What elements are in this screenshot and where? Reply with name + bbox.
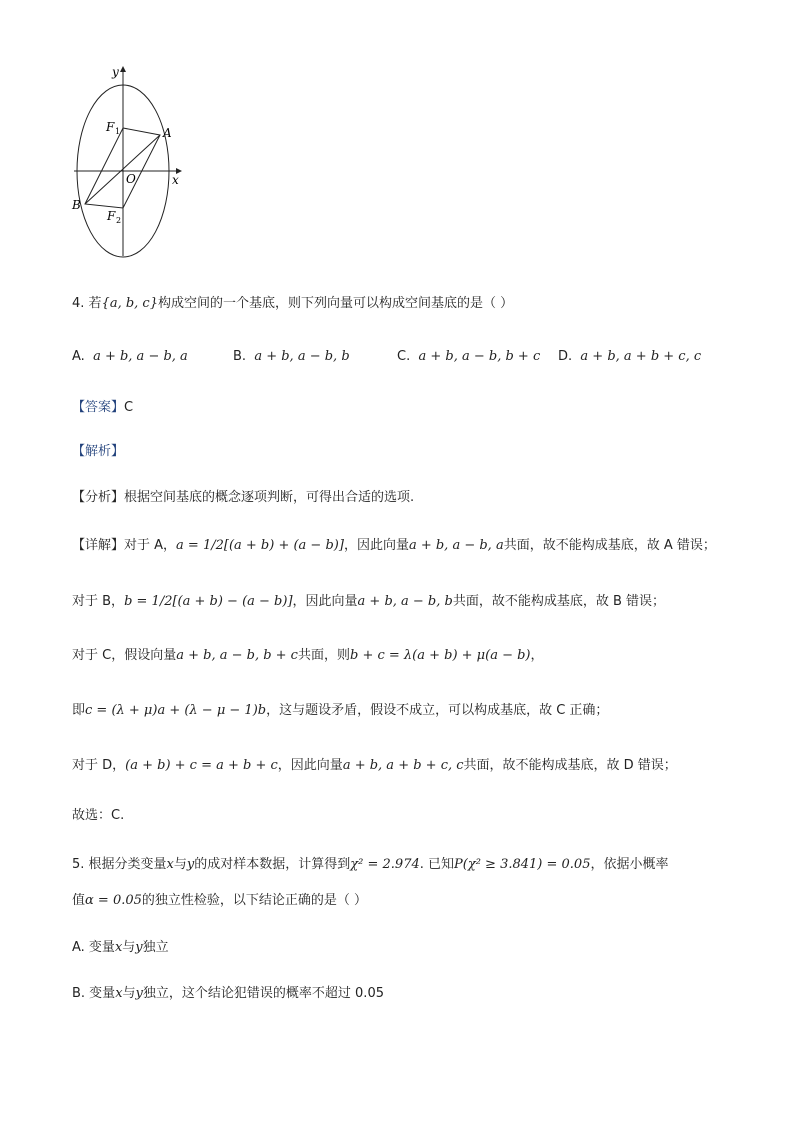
q4-detail-c: 对于 C，假设向量a + b, a − b, b + c共面，则b + c = λ(a + b) + μ(a − b)， — [72, 648, 544, 663]
q4-detail-c2: 即c = (λ + μ)a + (λ − μ − 1)b，这与题设矛盾，假设不成立，可以构成基底，故 C 正确； — [72, 703, 609, 718]
y-axis-arrow — [120, 66, 126, 72]
label-b: B — [72, 198, 81, 212]
q4-fenxi: 【分析】根据空间基底的概念逐项判断，可得出合适的选项. — [72, 490, 415, 505]
q4-analysis-heading: 【解析】 — [72, 444, 125, 459]
q4-detail-d: 对于 D，(a + b) + c = a + b + c，因此向量a + b, a + b + c, c共面，故不能构成基底，故 D 错误； — [72, 758, 677, 773]
q4-option-b: B. a + b, a − b, b — [233, 349, 350, 364]
q4-conclusion: 故选：C. — [72, 808, 125, 823]
label-f1-sub: 1 — [115, 127, 121, 136]
label-y: y — [112, 65, 119, 79]
label-o: O — [126, 172, 136, 186]
q5-option-b: B. 变量x与y独立，这个结论犯错误的概率不超过 0.05 — [72, 986, 384, 1001]
ellipse-figure — [60, 60, 200, 260]
q4-detail-b: 对于 B，b = 1/2[(a + b) − (a − b)]，因此向量a + b, a − b, b共面，故不能构成基底，故 B 错误； — [72, 594, 666, 609]
q4-option-a: A. a + b, a − b, a — [72, 349, 188, 364]
label-f1: F — [106, 120, 115, 134]
q5-stem-line2: 值α = 0.05的独立性检验，以下结论正确的是（ ） — [72, 893, 368, 908]
q5-stem-line1: 5. 根据分类变量x与y的成对样本数据，计算得到χ² = 2.974. 已知P(χ² ≥ 3.841) = 0.05，依据小概率 — [72, 857, 669, 872]
label-a: A — [163, 126, 172, 140]
q4-option-d: D. a + b, a + b + c, c — [558, 349, 702, 364]
label-f2-sub: 2 — [116, 216, 122, 225]
label-x: x — [172, 173, 179, 187]
basis-set: {a, b, c} — [101, 296, 158, 311]
q4-detail-a: 【详解】对于 A，a = 1/2[(a + b) + (a − b)]，因此向量a + b, a − b, a共面，故不能构成基底，故 A 错误； — [72, 538, 716, 553]
q4-stem: 4. 若{a, b, c}构成空间的一个基底，则下列向量可以构成空间基底的是（ ） — [72, 296, 514, 311]
q4-answer: 【答案】C — [72, 400, 134, 415]
q5-option-a: A. 变量x与y独立 — [72, 940, 169, 955]
label-f2: F — [107, 209, 116, 223]
q4-option-c: C. a + b, a − b, b + c — [397, 349, 541, 364]
